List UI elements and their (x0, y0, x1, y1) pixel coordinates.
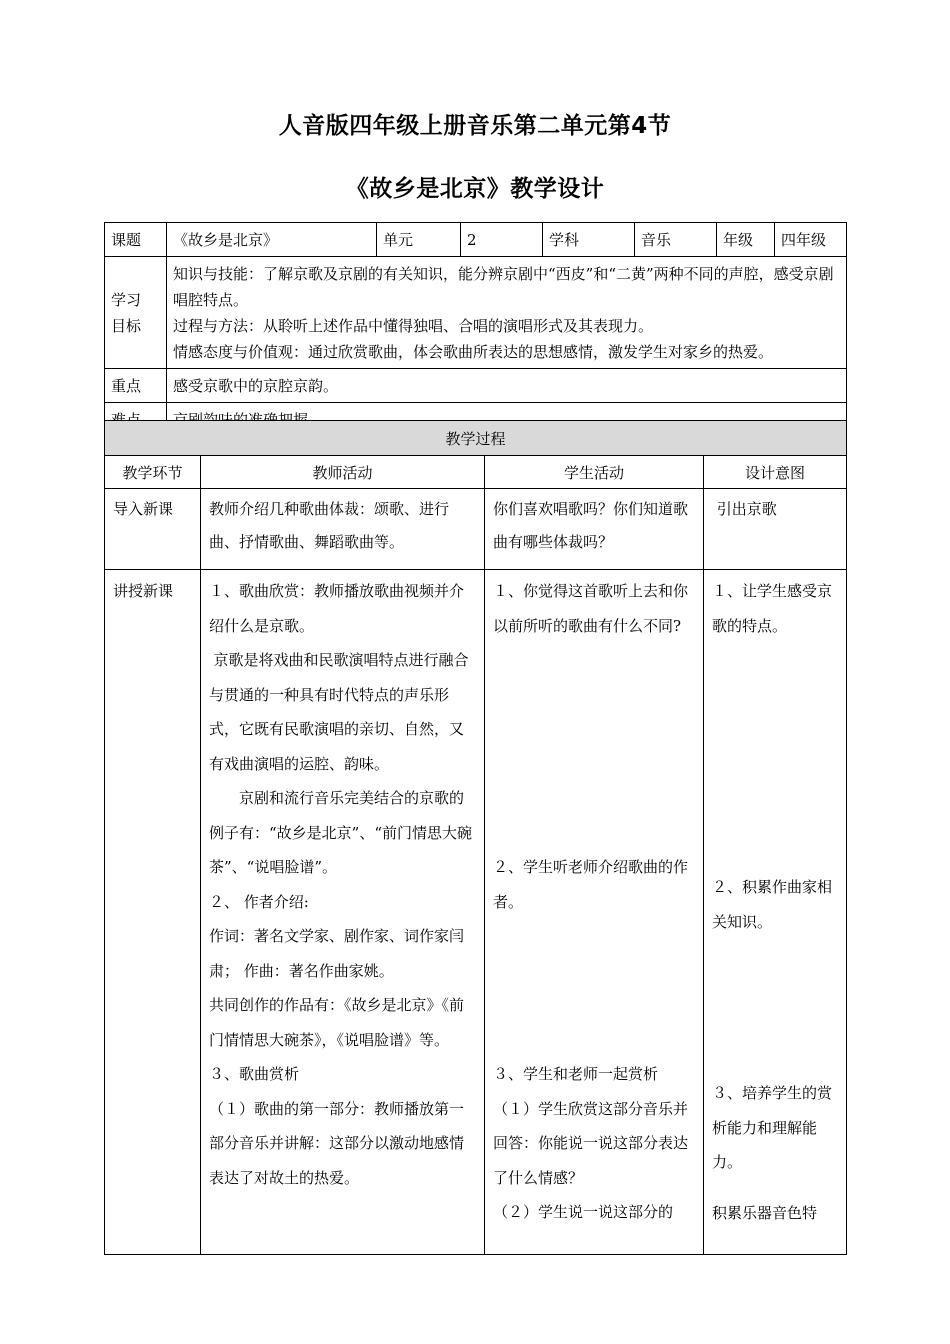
teacher-works: 共同创作的作品有：《故乡是北京》《前门情情思大碗茶》，《说唱脸谱》等。 (209, 996, 465, 1049)
teacher-authors: 作词：著名文学家、剧作家、词作家闫肃； 作曲：著名作曲家姚。 (209, 927, 465, 980)
document-title-line2: 《故乡是北京》教学设计 (345, 176, 605, 202)
student-part-2: （２）学生说一说这部分的 (493, 1203, 674, 1221)
unit-label: 单元 (377, 223, 461, 257)
goals-label-line1: 学习 (111, 291, 142, 309)
teacher-step-2: ２、 作者介绍: (209, 892, 309, 911)
col-teacher-header: 教师活动 (201, 456, 485, 489)
main-stage (105, 570, 201, 1255)
intro-student: 你们喜欢唱歌吗？你们知道歌曲有哪些体裁吗？ (485, 489, 704, 570)
goal-process: 过程与方法：从聆听上述作品中懂得独唱、合唱的演唱形式及其表现力。 (173, 317, 654, 335)
topic-label: 课题 (105, 223, 167, 257)
info-row-topic (105, 223, 847, 257)
col-intent-header: 设计意图 (704, 456, 847, 489)
student-step-3: ３、学生和老师一起赏析 (493, 1065, 659, 1083)
student-part-1: （１）学生欣赏这部分音乐并回答：你能说一说这部分表达了什么情感？ (493, 1099, 689, 1187)
info-table (104, 222, 847, 437)
key-value: 感受京歌中的京腔京韵。 (167, 369, 847, 403)
main-row (105, 570, 847, 1255)
key-label: 重点 (105, 369, 167, 403)
teacher-jingge-definition: 京歌是将戏曲和民歌演唱特点进行融合与贯通的一种具有时代特点的声乐形式，它既有民歌演唱的亲切、自然，又有戏曲演唱的运腔、韵味。 (209, 651, 469, 773)
topic-value: 《故乡是北京》 (167, 223, 377, 257)
teacher-jingge-examples: 京剧和流行音乐完美结合的京歌的例子有：“故乡是北京”、“前门情思大碗茶”、“说唱脸谱”。 (209, 789, 473, 876)
col-stage-header: 教学环节 (105, 456, 201, 489)
col-student-header: 学生活动 (485, 456, 704, 489)
grade-label: 年级 (717, 223, 775, 257)
unit-value: 2 (461, 223, 543, 257)
intent-step-3: ３、培养学生的赏析能力和理解能力。 (712, 1084, 833, 1171)
main-stage-text: 讲授新课 (113, 582, 174, 600)
process-table (104, 420, 847, 1255)
goals-label (105, 257, 167, 369)
intro-intent: 引出京歌 (704, 489, 847, 570)
intent-step-1: １、让学生感受京歌的特点。 (712, 582, 833, 635)
teacher-part-1: （１）歌曲的第一部分：教师播放第一部分音乐并讲解：这部分以激动地感情表达了对故土的热爱。 (209, 1099, 465, 1187)
intent-instrument: 积累乐器音色特 (712, 1203, 818, 1222)
teacher-step-1: １、歌曲欣赏：教师播放歌曲视频并介绍什么是京歌。 (209, 582, 465, 635)
goal-knowledge: 知识与技能：了解京歌及京剧的有关知识，能分辨京剧中“西皮”和“二黄”两种不同的声腔，感受京剧唱腔特点。 (173, 265, 834, 309)
info-row-key (105, 369, 847, 403)
goals-label-line2: 目标 (111, 317, 142, 335)
info-row-goals (105, 257, 847, 369)
process-heading: 教学过程 (105, 421, 847, 456)
goal-attitude: 情感态度与价值观：通过欣赏歌曲，体会歌曲所表达的思想感情，激发学生对家乡的热爱。 (173, 343, 774, 361)
main-teacher (201, 570, 485, 1255)
process-heading-row (105, 421, 847, 456)
document-title-line1: 人音版四年级上册音乐第二单元第4节 (278, 113, 672, 139)
main-student (485, 570, 704, 1255)
student-step-2: ２、学生听老师介绍歌曲的作者。 (493, 858, 689, 911)
student-step-1: １、你觉得这首歌听上去和你以前所听的歌曲有什么不同? (493, 582, 689, 635)
grade-value: 四年级 (775, 223, 847, 257)
intro-teacher: 教师介绍几种歌曲体裁：颂歌、进行曲、抒情歌曲、舞蹈歌曲等。 (201, 489, 485, 570)
intent-step-2: ２、积累作曲家相关知识。 (712, 878, 833, 931)
main-intent (704, 570, 847, 1255)
intro-row (105, 489, 847, 570)
subject-value: 音乐 (635, 223, 717, 257)
intro-stage: 导入新课 (105, 489, 201, 570)
goals-content (167, 257, 847, 369)
column-header-row (105, 456, 847, 489)
teacher-step-3: ３、歌曲赏析 (209, 1065, 300, 1083)
subject-label: 学科 (543, 223, 635, 257)
